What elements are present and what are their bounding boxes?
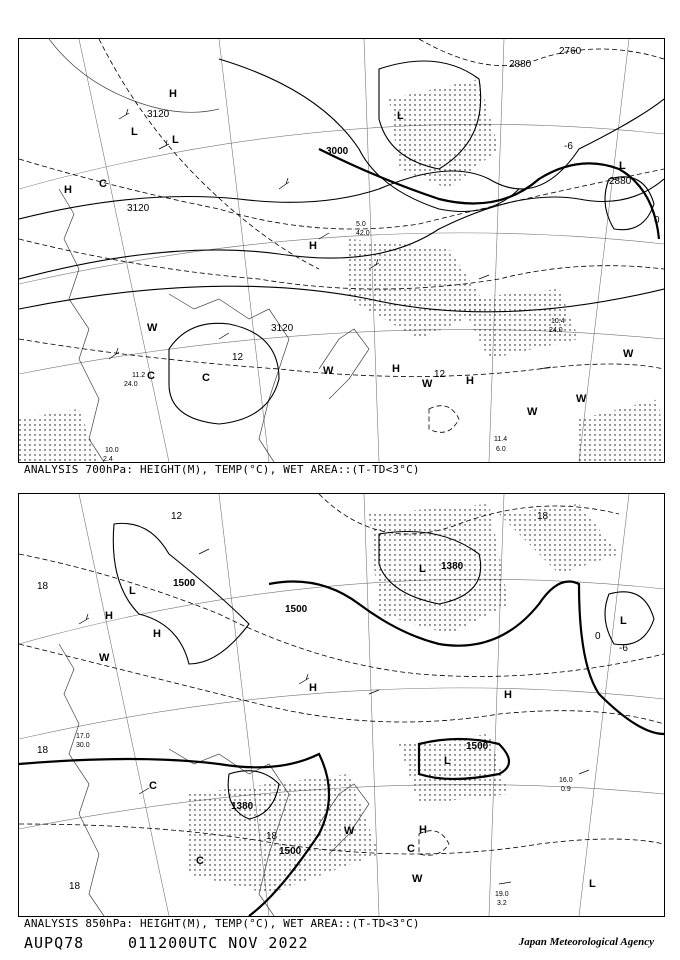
station-value: 17.0 — [76, 733, 90, 740]
low-mark: L — [129, 585, 136, 597]
temp-label: 12 — [171, 511, 183, 522]
height-label: 2880 — [509, 59, 532, 70]
temp-label: 18 — [69, 881, 81, 892]
cold-mark: C — [202, 372, 210, 384]
temp-label: 0 — [654, 215, 660, 226]
height-label: 2760 — [559, 46, 582, 57]
cold-mark: C — [147, 370, 155, 382]
station-value: 42.0 — [356, 230, 370, 237]
station-value: 10.0 — [105, 447, 119, 454]
temp-label: -6 — [564, 141, 573, 152]
map-panel-850hpa — [18, 493, 665, 917]
station-value: 16.0 — [559, 777, 573, 784]
height-label: 3120 — [127, 203, 150, 214]
wind-barbs — [109, 109, 551, 462]
warm-mark: W — [623, 348, 634, 360]
valid-time: 011200UTC NOV 2022 — [128, 934, 309, 952]
cold-mark: C — [99, 178, 107, 190]
warm-mark: W — [323, 365, 334, 377]
wet-area — [19, 79, 664, 462]
height-label: 3120 — [147, 109, 170, 120]
low-mark: L — [619, 160, 626, 172]
station-value: 6.0 — [496, 446, 506, 453]
temp-label: 18 — [37, 745, 49, 756]
high-mark: H — [309, 682, 317, 694]
low-mark: L — [172, 134, 179, 146]
high-mark: H — [504, 689, 512, 701]
agency-credit: Japan Meteorological Agency — [518, 936, 654, 948]
weather-map-700hpa — [19, 39, 664, 462]
warm-mark: W — [422, 378, 433, 390]
low-mark: L — [419, 563, 426, 575]
map-panel-700hpa — [18, 38, 665, 463]
cold-mark: C — [407, 843, 415, 855]
high-mark: H — [466, 375, 474, 387]
temp-label: -6 — [619, 643, 628, 654]
cold-mark: C — [149, 780, 157, 792]
height-label: 1500 — [466, 741, 489, 752]
station-value: 3.2 — [497, 900, 507, 907]
station-value: 24.0 — [549, 327, 563, 334]
station-value: 24.0 — [124, 381, 138, 388]
station-value: 2.4 — [103, 456, 113, 462]
height-label: 1500 — [173, 578, 196, 589]
warm-mark: W — [99, 652, 110, 664]
chart-id: AUPQ78 — [24, 934, 85, 952]
thick-contour — [319, 149, 659, 239]
height-label: 2880 — [609, 176, 632, 187]
low-mark: L — [620, 615, 627, 627]
temp-label: 18 — [37, 581, 49, 592]
station-value: 19.0 — [495, 891, 509, 898]
low-mark: L — [397, 110, 404, 122]
wet-area — [189, 504, 619, 894]
high-mark: H — [392, 363, 400, 375]
temp-label: 18 — [266, 831, 278, 842]
warm-mark: W — [527, 406, 538, 418]
high-mark: H — [153, 628, 161, 640]
low-mark: L — [131, 126, 138, 138]
caption-850hpa: ANALYSIS 850hPa: HEIGHT(M), TEMP(°C), WET AREA::(T-TD<3°C) — [24, 917, 420, 930]
station-value: 5.0 — [356, 221, 366, 228]
high-mark: H — [309, 240, 317, 252]
caption-700hpa: ANALYSIS 700hPa: HEIGHT(M), TEMP(°C), WET AREA::(T-TD<3°C) — [24, 463, 420, 476]
footer — [0, 934, 680, 956]
height-label: 1380 — [231, 801, 254, 812]
warm-mark: W — [147, 322, 158, 334]
height-label: 1500 — [279, 846, 302, 857]
low-mark: L — [444, 755, 451, 767]
temp-label: 0 — [595, 631, 601, 642]
station-value: 30.0 — [76, 742, 90, 749]
weather-map-850hpa — [19, 494, 664, 916]
temp-label: 12 — [232, 352, 244, 363]
warm-mark: W — [344, 825, 355, 837]
high-mark: H — [419, 824, 427, 836]
station-value: 11.4 — [494, 436, 508, 443]
high-mark: H — [64, 184, 72, 196]
height-label: 3000 — [326, 146, 349, 157]
height-label: 1500 — [285, 604, 308, 615]
station-value: 11.2 — [132, 372, 146, 379]
warm-mark: W — [412, 873, 423, 885]
station-value: 0.9 — [561, 786, 571, 793]
station-value: 10.4 — [551, 318, 565, 325]
high-mark: H — [169, 88, 177, 100]
warm-mark: W — [576, 393, 587, 405]
temp-label: 12 — [434, 369, 446, 380]
graticule — [19, 39, 664, 462]
high-mark: H — [105, 610, 113, 622]
low-mark: L — [589, 878, 596, 890]
cold-mark: C — [196, 855, 204, 867]
height-label: 1380 — [441, 561, 464, 572]
temp-label: 18 — [537, 511, 549, 522]
height-contours — [19, 59, 664, 424]
height-label: 3120 — [271, 323, 294, 334]
